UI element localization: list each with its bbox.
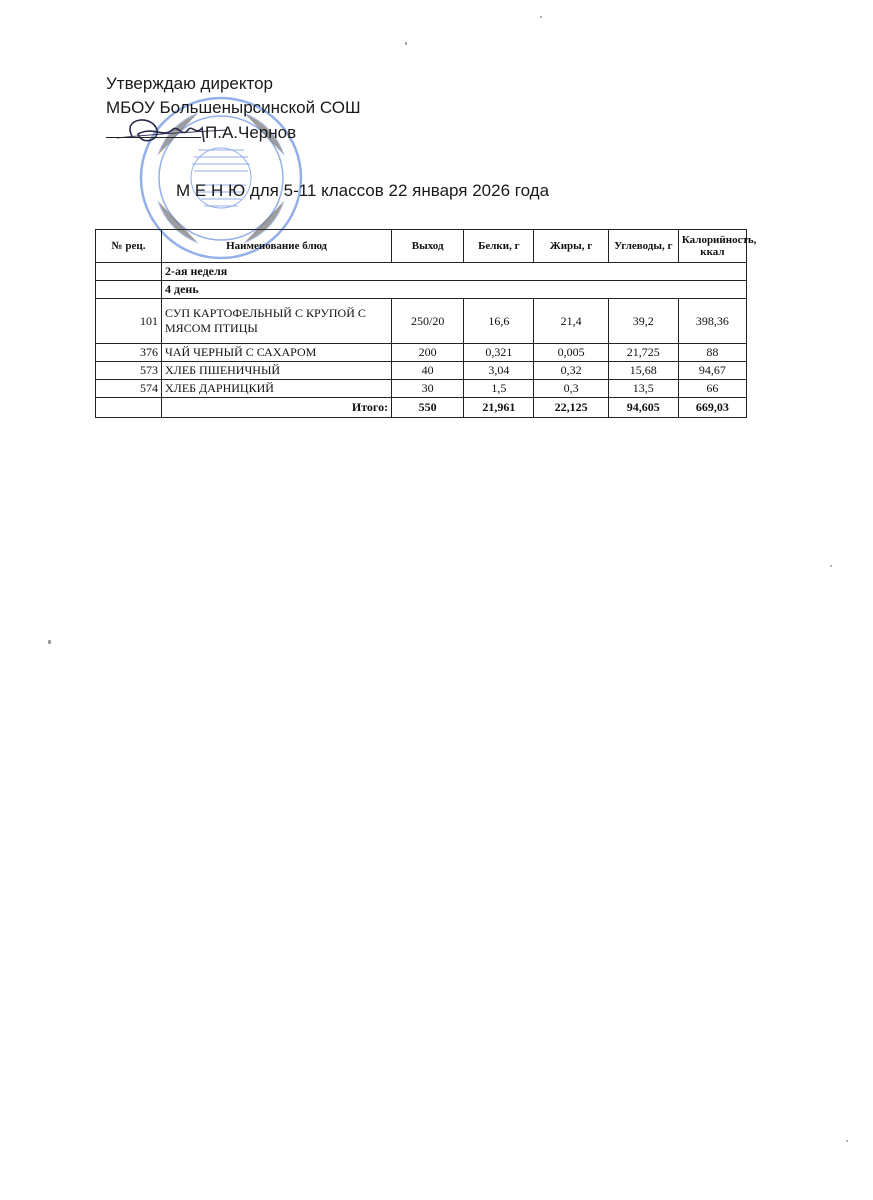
recipe-number: 101 xyxy=(96,299,162,344)
fat-value: 21,4 xyxy=(534,299,608,344)
menu-title: М Е Н Ю для 5-11 классов 22 января 2026 года xyxy=(176,181,550,200)
day-row xyxy=(96,281,747,299)
scan-speck xyxy=(846,1140,848,1142)
kcal-value: 398,36 xyxy=(678,299,746,344)
kcal-value: 94,67 xyxy=(678,362,746,380)
kcal-value: 66 xyxy=(678,380,746,398)
total-row xyxy=(96,398,747,418)
dish-name: ХЛЕБ ДАРНИЦКИЙ xyxy=(162,380,392,398)
table-row xyxy=(96,380,747,398)
total-kcal: 669,03 xyxy=(678,398,746,418)
protein-value: 16,6 xyxy=(464,299,534,344)
table-row xyxy=(96,299,747,344)
signer-name: П.А.Чернов xyxy=(205,123,297,142)
menu-table xyxy=(95,229,757,418)
protein-value: 1,5 xyxy=(464,380,534,398)
output-value: 250/20 xyxy=(392,299,464,344)
protein-value: 3,04 xyxy=(464,362,534,380)
carbs-value: 39,2 xyxy=(608,299,678,344)
recipe-number: 574 xyxy=(96,380,162,398)
fat-value: 0,32 xyxy=(534,362,608,380)
table-row xyxy=(96,344,747,362)
dish-name: СУП КАРТОФЕЛЬНЫЙ С КРУПОЙ С МЯСОМ ПТИЦЫ xyxy=(162,299,392,344)
carbs-value: 13,5 xyxy=(608,380,678,398)
carbs-value: 15,68 xyxy=(608,362,678,380)
week-row xyxy=(96,263,747,281)
total-output: 550 xyxy=(392,398,464,418)
total-protein: 21,961 xyxy=(464,398,534,418)
col-header-protein: Белки, г xyxy=(464,230,534,263)
table-header-row xyxy=(96,230,747,263)
scan-speck xyxy=(405,42,407,45)
output-value: 200 xyxy=(392,344,464,362)
dish-name: ХЛЕБ ПШЕНИЧНЫЙ xyxy=(162,362,392,380)
table-row xyxy=(96,362,747,380)
signature-blank xyxy=(106,123,201,138)
protein-value: 0,321 xyxy=(464,344,534,362)
fat-value: 0,005 xyxy=(534,344,608,362)
recipe-number: 573 xyxy=(96,362,162,380)
output-value: 30 xyxy=(392,380,464,398)
col-header-carbs: Углеводы, г xyxy=(608,230,678,263)
total-fat: 22,125 xyxy=(534,398,608,418)
dish-name: ЧАЙ ЧЕРНЫЙ С САХАРОМ xyxy=(162,344,392,362)
organization-name: МБОУ Большенырсинской СОШ xyxy=(106,98,361,117)
scan-speck xyxy=(830,565,832,567)
total-carbs: 94,605 xyxy=(608,398,678,418)
scan-speck xyxy=(540,16,542,18)
scan-speck xyxy=(48,640,51,644)
week-label: 2-ая неделя xyxy=(162,263,747,281)
signature-line xyxy=(106,123,296,143)
output-value: 40 xyxy=(392,362,464,380)
col-header-recipe: № рец. xyxy=(96,230,162,263)
day-label: 4 день xyxy=(162,281,747,299)
col-header-kcal: Калорийность, ккал xyxy=(678,230,746,263)
col-header-output: Выход xyxy=(392,230,464,263)
col-header-fat: Жиры, г xyxy=(534,230,608,263)
kcal-value: 88 xyxy=(678,344,746,362)
fat-value: 0,3 xyxy=(534,380,608,398)
col-header-name: Наименование блюд xyxy=(162,230,392,263)
recipe-number: 376 xyxy=(96,344,162,362)
approval-heading: Утверждаю директор xyxy=(106,74,274,93)
carbs-value: 21,725 xyxy=(608,344,678,362)
total-label: Итого: xyxy=(162,398,392,418)
